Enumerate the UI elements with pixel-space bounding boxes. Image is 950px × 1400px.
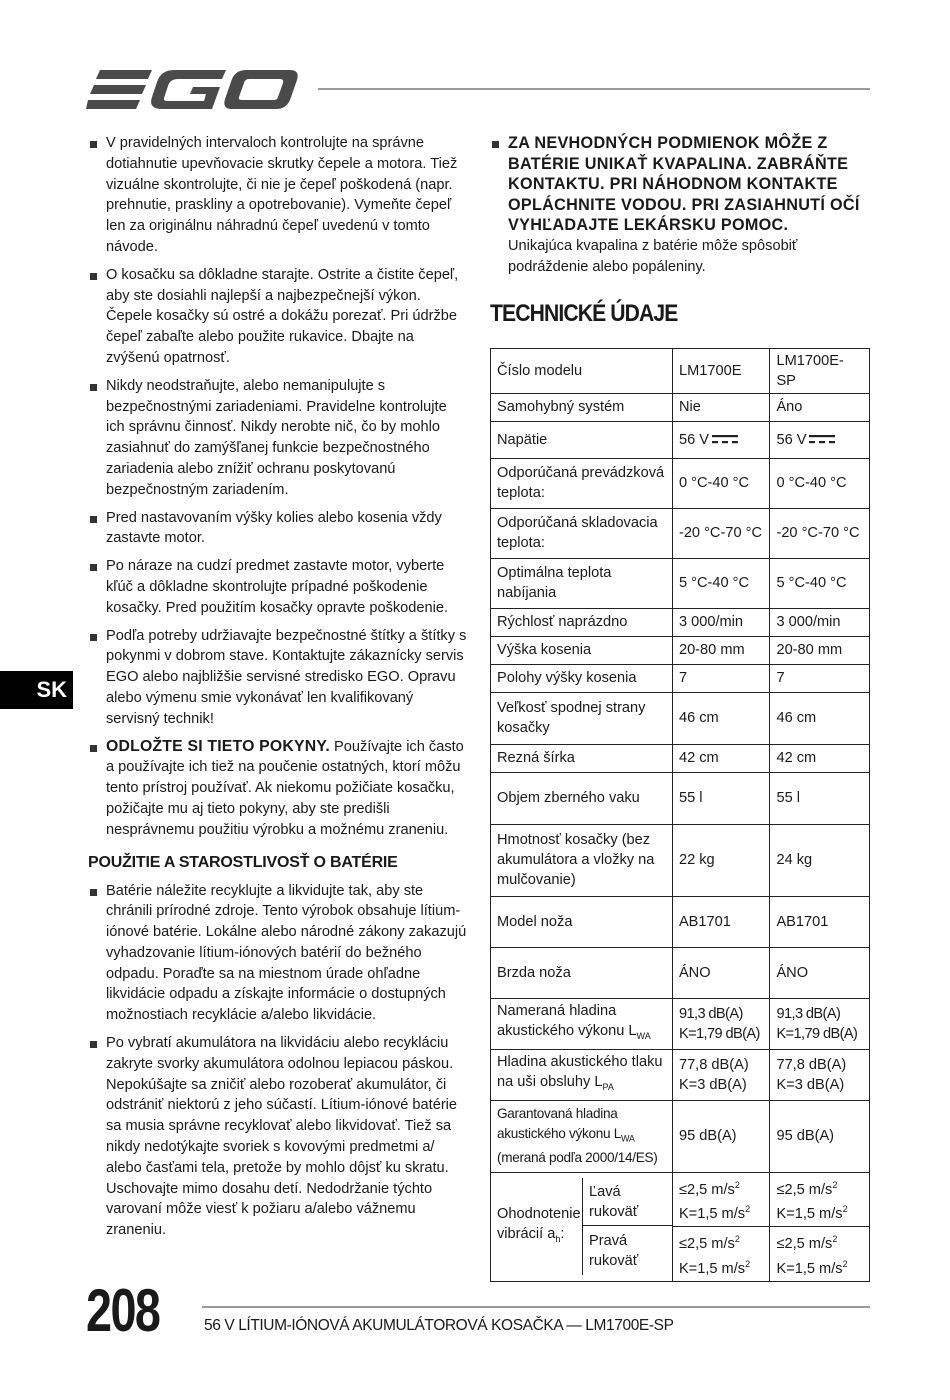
language-tab: SK xyxy=(0,671,73,709)
spec-value-lm1700e xyxy=(672,421,770,458)
dc-symbol-icon xyxy=(712,435,738,444)
vibration-label: Ohodnotenie vibrácií $a_h$: xyxy=(491,1178,583,1275)
guaranteed-l2: akustického výkonu L xyxy=(497,1125,621,1141)
table-row xyxy=(491,896,870,947)
footer-title: 56 V LÍTIUM-IÓNOVÁ AKUMULÁTOROVÁ KOSAČKA — LM1700E-SP xyxy=(204,1317,674,1334)
spec-value-lm1700e-text: LM1700E xyxy=(678,362,742,379)
vib-value: ≤2,5 m/s xyxy=(678,1236,735,1253)
keep-instructions-bold: ODLOŽTE SI TIETO POKYNY. xyxy=(106,737,330,755)
table-row xyxy=(491,1172,870,1227)
spec-value-lm1700e-sp xyxy=(770,692,870,744)
vibration-label-text: Ohodnotenie vibrácií a xyxy=(497,1206,581,1243)
spec-value-lm1700e-sp xyxy=(770,664,870,692)
spec-label xyxy=(491,744,673,772)
vib-value: ≤2,5 m/s xyxy=(776,1236,833,1253)
spec-value-lm1700e-sp xyxy=(770,458,870,508)
table-row xyxy=(491,998,870,1049)
spec-value-lm1700e-text: Nie xyxy=(678,399,701,415)
spec-label-text: Model noža xyxy=(497,913,573,930)
spec-body xyxy=(491,348,870,998)
vib-value: ≤2,5 m/s xyxy=(678,1181,735,1198)
tech-specs-table xyxy=(490,348,870,1282)
table-row xyxy=(491,772,870,824)
vibration-right-a xyxy=(672,1227,770,1282)
vib-exp: 2 xyxy=(842,1204,848,1215)
spec-label-text: Brzda noža xyxy=(497,964,571,981)
spec-label-text: Veľkosť spodnej strany kosačky xyxy=(497,700,646,736)
ego-logo xyxy=(86,64,298,116)
spec-label-text: Hmotnosť kosačky (bez akumulátora a vložky na mulčovanie) xyxy=(497,832,655,888)
spec-value-lm1700e-text: 56 V xyxy=(678,431,709,448)
footer-rule xyxy=(202,1306,870,1308)
right-column xyxy=(490,133,870,1282)
spec-label xyxy=(491,664,673,692)
spec-value-lm1700e xyxy=(672,947,770,998)
power-level-a2: K=1,79 dB(A) xyxy=(678,1025,760,1042)
vib-exp: 2 xyxy=(842,1259,848,1270)
pressure-level-a1: 77,8 dB(A) xyxy=(678,1056,749,1073)
spec-label xyxy=(491,947,673,998)
spec-label-text: Odporúčaná skladovacia teplota: xyxy=(497,515,658,551)
spec-value-lm1700e-sp xyxy=(770,348,870,393)
vib-exp: 2 xyxy=(832,1234,838,1245)
spec-label-text: Odporúčaná prevádzková teplota: xyxy=(497,465,665,501)
spec-value-lm1700e-sp-text: LM1700E-SP xyxy=(776,352,844,389)
spec-label xyxy=(491,636,673,664)
battery-list xyxy=(88,881,468,1242)
battery-section-heading: POUŽITIE A STAROSTLIVOSŤ O BATÉRIE xyxy=(88,853,398,871)
pressure-level-b1: 77,8 dB(A) xyxy=(776,1056,847,1073)
pressure-level-label xyxy=(491,1049,673,1100)
spec-value-lm1700e-text: 7 xyxy=(678,670,688,686)
table-row xyxy=(491,558,870,608)
warning-list xyxy=(490,133,870,278)
table-row xyxy=(491,947,870,998)
pressure-level-a2: K=3 dB(A) xyxy=(678,1076,747,1093)
spec-value-lm1700e-sp-text: -20 °C-70 °C xyxy=(776,525,860,541)
header-rule xyxy=(318,88,870,90)
guaranteed-sub: WA xyxy=(620,1133,635,1144)
spec-value-lm1700e-sp-text: 3 000/min xyxy=(776,614,841,630)
spec-value-lm1700e-sp-text: ÁNO xyxy=(776,964,809,981)
spec-value-lm1700e-text: 0 °C-40 °C xyxy=(678,475,750,491)
guaranteed-level-a: 95 dB(A) xyxy=(672,1100,770,1172)
spec-label xyxy=(491,558,673,608)
spec-value-lm1700e xyxy=(672,636,770,664)
table-row xyxy=(491,1049,870,1100)
spec-value-lm1700e xyxy=(672,824,770,896)
list-item: Po vybratí akumulátora na likvidáciu alebo recykláciu zakryte svorky akumulátora odolnou lepiacou páskou. Nepokúšajte sa zničiť alebo rozoberať akumulátor, či odstrániť niektorú z jeho súčastí. Lítium-iónové batérie sa musia správne recyklovať alebo likvidovať. Tiež sa nikdy nedotýkajte svoriek s kovovými predmetmi a/ alebo časťami tela, pretože by mohlo dôjsť ku skratu. Uschovajte mimo dosahu detí. Nedodržanie týchto varovaní môže viesť k požiaru a/alebo vážnemu zraneniu. xyxy=(88,1033,468,1241)
list-item: V pravidelných intervaloch kontrolujte na správne dotiahnutie upevňovacie skrutky čepele a motora. Tiež vizuálne skontrolujte, či nie je čepeľ poškodená (napr. prehnutie, praskliny a opotrebovanie). Vymeňte čepeľ len za originálnu náhradnú čepeľ uvedenú v tomto návode. xyxy=(88,133,468,258)
vib-exp: 2 xyxy=(745,1204,751,1215)
table-row xyxy=(491,692,870,744)
table-row xyxy=(491,393,870,421)
spec-label xyxy=(491,896,673,947)
spec-value-lm1700e xyxy=(672,896,770,947)
warning-normal: Unikajúca kvapalina z batérie môže spôsobiť podráždenie alebo popáleniny. xyxy=(508,237,798,275)
table-row xyxy=(491,664,870,692)
spec-value-lm1700e-sp-text: 55 l xyxy=(776,790,800,806)
spec-value-lm1700e xyxy=(672,744,770,772)
vib-exp: 2 xyxy=(734,1179,740,1190)
spec-value-lm1700e-sp xyxy=(770,947,870,998)
spec-value-lm1700e-text: 42 cm xyxy=(678,750,719,766)
spec-value-lm1700e-text: 5 °C-40 °C xyxy=(678,575,750,591)
spec-value-lm1700e-text: -20 °C-70 °C xyxy=(678,525,762,541)
spec-value-lm1700e-sp xyxy=(770,772,870,824)
dc-symbol-icon xyxy=(809,435,835,444)
spec-value-lm1700e-sp xyxy=(770,744,870,772)
vib-exp: 2 xyxy=(745,1259,751,1270)
spec-value-lm1700e-sp xyxy=(770,608,870,636)
spec-value-lm1700e-sp xyxy=(770,508,870,558)
spec-value-lm1700e-sp-text: 0 °C-40 °C xyxy=(776,475,847,491)
vib-k: K=1,5 m/s xyxy=(776,1260,843,1277)
spec-value-lm1700e xyxy=(672,692,770,744)
power-level-a1: 91,3 dB(A) xyxy=(678,1005,743,1022)
spec-label-text: Objem zberného vaku xyxy=(497,790,640,806)
list-item-keep-instructions xyxy=(88,737,468,841)
power-level-a xyxy=(672,998,770,1049)
vibration-sub: h xyxy=(555,1234,561,1245)
maintenance-list xyxy=(88,133,468,841)
pressure-level-b xyxy=(770,1049,870,1100)
spec-value-lm1700e-sp xyxy=(770,824,870,896)
power-level-sub: WA xyxy=(636,1030,651,1041)
power-level-label-text: Nameraná hladina akustického výkonu L xyxy=(497,1003,637,1040)
spec-label-text: Napätie xyxy=(497,431,548,448)
spec-value-lm1700e xyxy=(672,508,770,558)
table-row xyxy=(491,608,870,636)
spec-value-lm1700e-sp-text: 42 cm xyxy=(776,750,817,766)
spec-value-lm1700e-text: AB1701 xyxy=(678,913,731,930)
spec-label-text: Výška kosenia xyxy=(497,642,592,658)
list-item: Pred nastavovaním výšky kolies alebo kosenia vždy zastavte motor. xyxy=(88,508,468,550)
spec-value-lm1700e-sp-text: 5 °C-40 °C xyxy=(776,575,847,591)
spec-value-lm1700e xyxy=(672,348,770,393)
vib-exp: 2 xyxy=(832,1179,838,1190)
list-item: Podľa potreby udržiavajte bezpečnostné štítky a štítky s pokynmi v dobrom stave. Kontaktujte zákaznícky servis EGO alebo najbližšie servisné stredisko EGO. Opravu alebo výmenu smie vykonávať len kvalifikovaný servisný technik! xyxy=(88,626,468,730)
battery-leak-warning xyxy=(490,133,870,278)
spec-label xyxy=(491,348,673,393)
spec-value-lm1700e-sp-text: AB1701 xyxy=(776,913,829,930)
pressure-level-sub: PA xyxy=(602,1081,614,1092)
vib-value: ≤2,5 m/s xyxy=(776,1181,833,1198)
spec-label-text: Číslo modelu xyxy=(497,362,583,379)
spec-value-lm1700e-sp-text: 46 cm xyxy=(776,710,817,726)
spec-value-lm1700e-text: ÁNO xyxy=(678,964,711,981)
left-column xyxy=(88,133,468,1248)
vibration-left-a xyxy=(672,1172,770,1227)
spec-label-text: Rezná šírka xyxy=(497,750,575,766)
guaranteed-level-b: 95 dB(A) xyxy=(770,1100,870,1172)
pressure-level-b2: K=3 dB(A) xyxy=(776,1076,845,1093)
spec-label-text: Polohy výšky kosenia xyxy=(497,670,637,686)
table-row xyxy=(491,636,870,664)
spec-body-extra xyxy=(491,998,870,1281)
power-level-label xyxy=(491,998,673,1049)
table-row xyxy=(491,508,870,558)
spec-value-lm1700e xyxy=(672,772,770,824)
table-row xyxy=(491,348,870,393)
spec-value-lm1700e-sp xyxy=(770,636,870,664)
right-handle-label: Pravá rukoväť xyxy=(589,1232,639,1269)
spec-value-lm1700e xyxy=(672,558,770,608)
spec-value-lm1700e-text: 3 000/min xyxy=(678,614,744,630)
spec-label xyxy=(491,421,673,458)
spec-value-lm1700e-sp-text: 20-80 mm xyxy=(776,642,843,658)
spec-label xyxy=(491,508,673,558)
spec-value-lm1700e-sp xyxy=(770,558,870,608)
pressure-level-a xyxy=(672,1049,770,1100)
spec-value-lm1700e xyxy=(672,393,770,421)
spec-value-lm1700e xyxy=(672,664,770,692)
table-row xyxy=(491,1100,870,1172)
tech-specs-heading: TECHNICKÉ ÚDAJE xyxy=(490,299,678,327)
power-level-b xyxy=(770,998,870,1049)
left-handle-label: Ľavá rukoväť xyxy=(583,1178,672,1226)
spec-value-lm1700e-text: 20-80 mm xyxy=(678,642,745,658)
vib-exp: 2 xyxy=(734,1234,740,1245)
guaranteed-l1: Garantovaná hladina xyxy=(497,1105,618,1121)
spec-value-lm1700e-sp-text: 24 kg xyxy=(776,852,813,868)
spec-value-lm1700e-text: 46 cm xyxy=(678,710,719,726)
table-row xyxy=(491,458,870,508)
spec-label xyxy=(491,458,673,508)
spec-label xyxy=(491,824,673,896)
spec-label xyxy=(491,692,673,744)
list-item: Batérie náležite recyklujte a likvidujte tak, aby ste chránili prírodné zdroje. Tento výrobok obsahuje lítium-iónové batérie. Lokálne alebo národné zákony zakazujú vyhadzovanie lítium-iónových batérií do bežného odpadu. Poraďte sa na miestnom úrade ohľadne likvidácie odpadu a získajte informácie o dostupných možnostiach recyklácie a/alebo likvidácie. xyxy=(88,881,468,1027)
power-level-b2: K=1,79 dB(A) xyxy=(776,1025,858,1042)
spec-value-lm1700e-sp xyxy=(770,421,870,458)
vibration-right-b xyxy=(770,1227,870,1282)
spec-label-text: Rýchlosť naprázdno xyxy=(497,614,628,630)
table-row xyxy=(491,744,870,772)
page-number: 208 xyxy=(86,1277,160,1344)
spec-value-lm1700e-sp-text: Áno xyxy=(776,399,803,415)
spec-label xyxy=(491,772,673,824)
list-item: Po náraze na cudzí predmet zastavte motor, vyberte kľúč a dôkladne skontrolujte prípadné poškodenie kosačky. Pred použitím kosačky opravte poškodenie. xyxy=(88,556,468,618)
spec-value-lm1700e-sp-text: 56 V xyxy=(776,431,807,448)
table-row xyxy=(491,824,870,896)
spec-value-lm1700e-sp xyxy=(770,896,870,947)
spec-label-text: Optimálna teplota nabíjania xyxy=(497,565,612,601)
vibration-cell xyxy=(491,1172,673,1281)
table-row xyxy=(491,421,870,458)
list-item: Nikdy neodstraňujte, alebo nemanipulujte s bezpečnostnými zariadeniami. Pravidelne kontrolujte ich správnu činnosť. Nikdy nerobte nič, čo by mohlo zasiahnuť do zamýšľanej funkcie bezpečnostného zariadenia alebo znížiť ochranu poskytovanú bezpečnostným zariadením. xyxy=(88,376,468,501)
spec-value-lm1700e-text: 55 l xyxy=(678,790,703,806)
spec-label xyxy=(491,393,673,421)
vib-k: K=1,5 m/s xyxy=(678,1206,746,1223)
spec-value-lm1700e-sp xyxy=(770,393,870,421)
guaranteed-level-label xyxy=(491,1100,673,1172)
keep-instructions-text: Používajte ich často a používajte ich tiež na poučenie ostatných, ktorí môžu tento prístroj používať. Ak niekomu požičiate kosačku, požičajte mu aj tieto pokyny, aby ste predišli nesprávnemu použitiu výrobku a možnému zraneniu. xyxy=(106,738,464,838)
spec-value-lm1700e xyxy=(672,458,770,508)
list-item: O kosačku sa dôkladne starajte. Ostrite a čistite čepeľ, aby ste dosiahli najlepší a najbezpečnejší výkon. Čepele kosačky sú ostré a dokážu porezať. Pri údržbe čepeľ zabaľte alebo použite rukavice. Dbajte na zvýšenú opatrnosť. xyxy=(88,265,468,369)
warning-bold: ZA NEVHODNÝCH PODMIENOK MÔŽE Z BATÉRIE UNIKAŤ KVAPALINA. ZABRÁŇTE KONTAKTU. PRI NÁHODNOM KONTAKTE OPLÁCHNITE VODOU. PRI ZASIAHNUTÍ OČÍ VYHĽADAJTE LEKÁRSKU POMOC. xyxy=(508,134,860,234)
spec-label xyxy=(491,608,673,636)
power-level-b1: 91,3 dB(A) xyxy=(776,1005,841,1022)
vib-k: K=1,5 m/s xyxy=(776,1206,843,1223)
spec-value-lm1700e-text: 22 kg xyxy=(678,852,715,868)
pressure-level-label-text: Hladina akustického tlaku na uši obsluhy L xyxy=(497,1054,663,1091)
spec-value-lm1700e-sp-text: 7 xyxy=(776,670,785,686)
spec-value-lm1700e xyxy=(672,608,770,636)
spec-label-text: Samohybný systém xyxy=(497,399,625,415)
vib-k: K=1,5 m/s xyxy=(678,1260,746,1277)
vibration-left-b xyxy=(770,1172,870,1227)
guaranteed-l3: (meraná podľa 2000/14/ES) xyxy=(497,1150,658,1166)
